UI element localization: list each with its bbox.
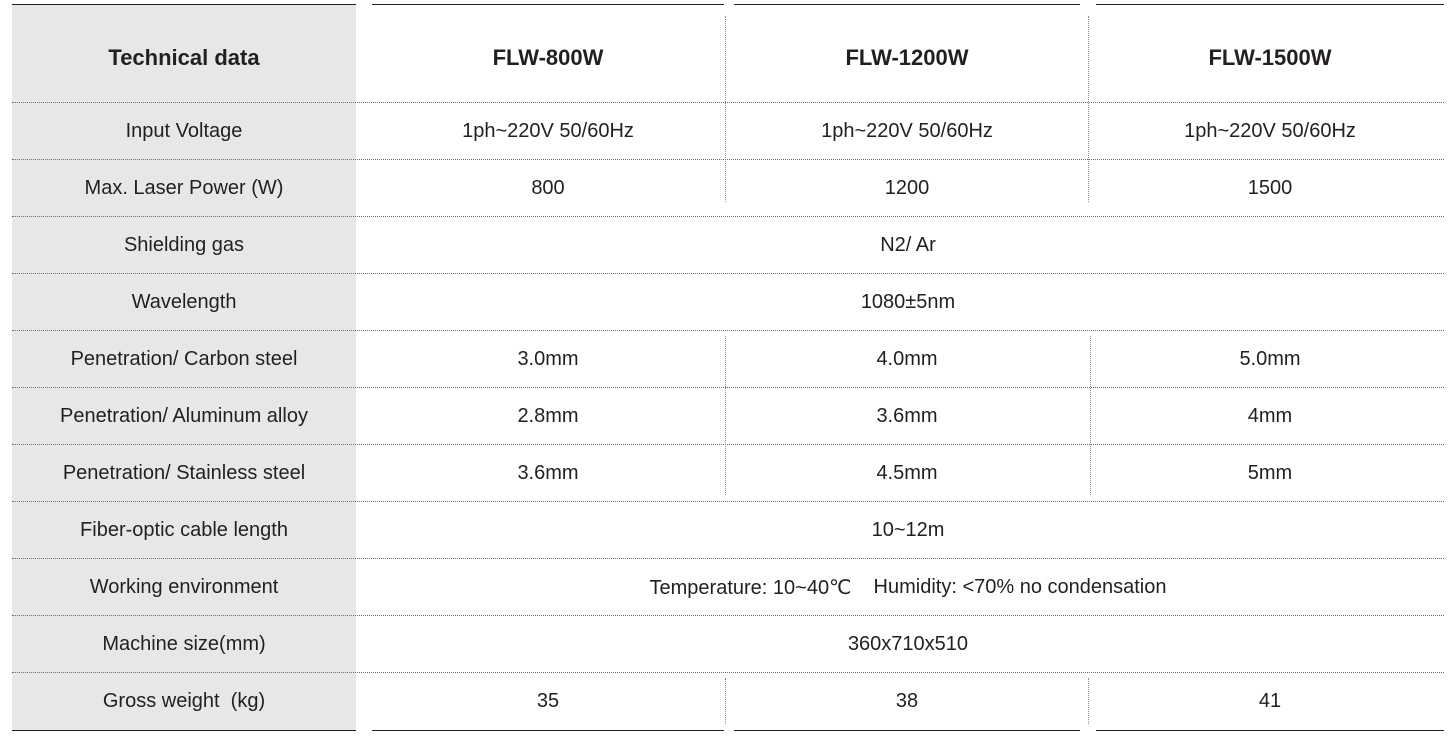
- top-rule-col-1: [372, 4, 724, 5]
- cell-penetration-aluminum-alloy-1: 2.8mm: [517, 404, 579, 427]
- cell-penetration-stainless-steel-2: 4.5mm: [876, 461, 938, 484]
- cell-gross-weight-2: 38: [895, 689, 919, 712]
- bottom-rule-col-1: [372, 730, 724, 731]
- row-label-shielding-gas: Shielding gas: [123, 233, 245, 256]
- cell-input-voltage-2: 1ph~220V 50/60Hz: [821, 119, 993, 142]
- row-label-input-voltage: Input Voltage: [125, 119, 243, 142]
- cell-penetration-stainless-steel-1: 3.6mm: [517, 461, 579, 484]
- cell-input-voltage-1: 1ph~220V 50/60Hz: [462, 119, 634, 142]
- row-label-gross-weight: Gross weight (kg): [102, 689, 266, 712]
- column-separator: [725, 678, 726, 724]
- cell-penetration-stainless-steel-3: 5mm: [1247, 461, 1293, 484]
- header-model-1: FLW-800W: [492, 45, 604, 70]
- cell-working-environment: [372, 559, 1444, 615]
- cell-input-voltage-3: 1ph~220V 50/60Hz: [1184, 119, 1356, 142]
- header-model-2: FLW-1200W: [845, 45, 969, 70]
- cell-penetration-aluminum-alloy-2: 3.6mm: [876, 404, 938, 427]
- column-separator: [1090, 336, 1091, 495]
- cell-wavelength: 1080±5nm: [860, 290, 956, 313]
- row-label-penetration-carbon-steel: Penetration/ Carbon steel: [70, 347, 298, 370]
- row-label-max-laser-power: Max. Laser Power (W): [84, 176, 284, 199]
- top-rule-col-2: [734, 4, 1080, 5]
- column-separator: [1088, 16, 1089, 202]
- cell-penetration-carbon-steel-1: 3.0mm: [517, 347, 579, 370]
- column-separator: [725, 336, 726, 495]
- row-label-working-environment: Working environment: [89, 575, 279, 598]
- cell-shielding-gas: N2/ Ar: [880, 233, 936, 256]
- column-separator: [725, 16, 726, 202]
- working-environment-temperature: Temperature: 10~40℃: [649, 576, 852, 599]
- working-environment-humidity: Humidity: <70% no condensation: [873, 575, 1167, 598]
- row-label-penetration-aluminum-alloy: Penetration/ Aluminum alloy: [60, 404, 308, 427]
- cell-gross-weight-3: 41: [1258, 689, 1282, 712]
- bottom-rule-label: [12, 730, 356, 731]
- header-technical-data: Technical data: [108, 45, 260, 70]
- bottom-rule-col-2: [734, 730, 1080, 731]
- cell-machine-size: 360x710x510: [847, 632, 969, 655]
- row-label-wavelength: Wavelength: [131, 290, 237, 313]
- cell-max-laser-power-1: 800: [531, 176, 565, 199]
- row-label-machine-size: Machine size(mm): [102, 632, 266, 655]
- cell-penetration-carbon-steel-3: 5.0mm: [1239, 347, 1301, 370]
- cell-max-laser-power-3: 1500: [1247, 176, 1293, 199]
- cell-penetration-carbon-steel-2: 4.0mm: [876, 347, 938, 370]
- cell-fiber-optic-cable-length: 10~12m: [871, 518, 945, 541]
- row-label-fiber-optic-cable-length: Fiber-optic cable length: [80, 518, 288, 541]
- top-rule-label: [12, 4, 356, 5]
- column-separator: [1088, 678, 1089, 724]
- bottom-rule-col-3: [1096, 730, 1444, 731]
- top-rule-col-3: [1096, 4, 1444, 5]
- cell-gross-weight-1: 35: [536, 689, 560, 712]
- cell-max-laser-power-2: 1200: [884, 176, 930, 199]
- row-label-penetration-stainless-steel: Penetration/ Stainless steel: [62, 461, 306, 484]
- cell-penetration-aluminum-alloy-3: 4mm: [1247, 404, 1293, 427]
- header-model-3: FLW-1500W: [1208, 45, 1332, 70]
